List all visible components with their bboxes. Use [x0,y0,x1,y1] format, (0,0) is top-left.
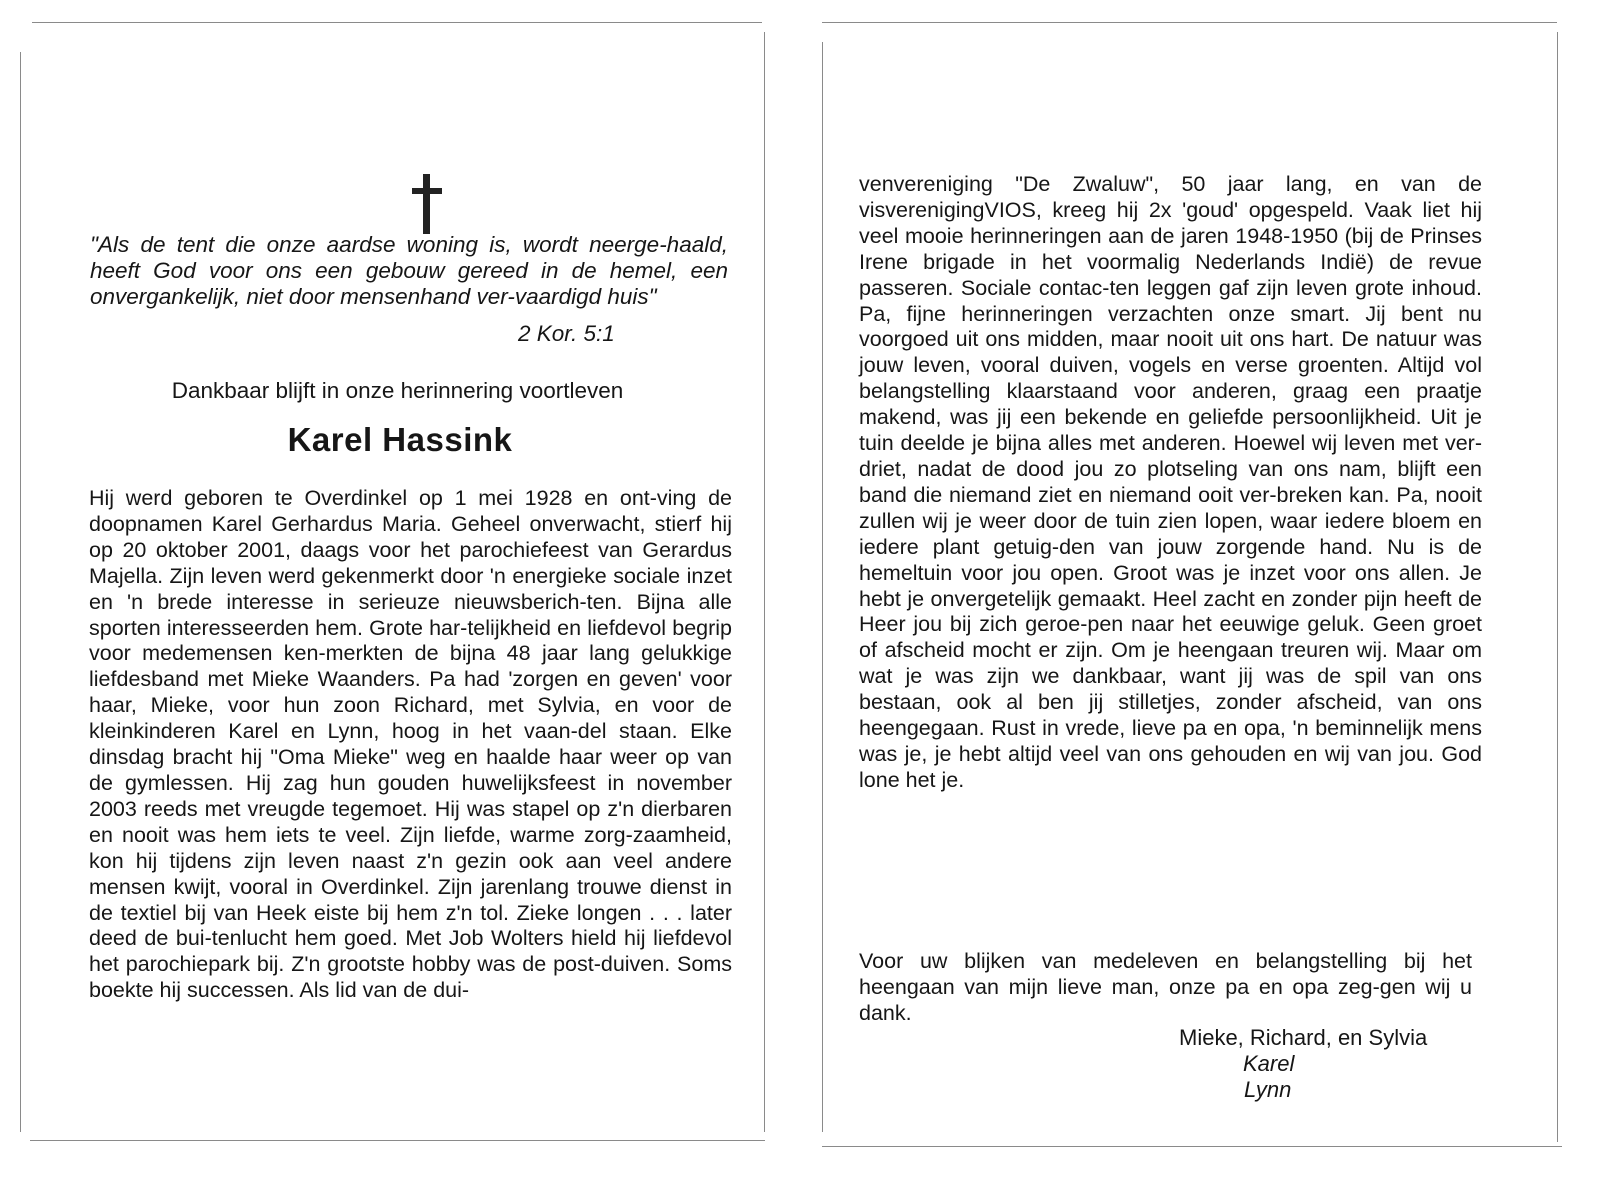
right-edge-line [764,32,765,1132]
left-edge-line [20,52,21,1132]
dedication-line: Dankbaar blijft in onze herinnering voortleven [171,378,624,403]
signature-lynn: Lynn [1244,1077,1292,1102]
signature-karel: Karel [1243,1051,1295,1076]
top-edge-line [32,22,762,23]
quote-reference: 2 Kor. 5:1 [518,321,615,346]
top-edge-line [822,22,1557,23]
bottom-edge-line [30,1140,765,1141]
cross-icon [412,174,442,234]
right-edge-line [1557,32,1558,1142]
signature-names: Mieke, Richard, en Sylvia [1179,1025,1428,1050]
bottom-edge-line [822,1146,1562,1147]
thanks-text: Voor uw blijken van medeleven en belangstelling bij het heengaan van mijn lieve man, onze pa en opa zeg-gen wij u dank. [859,949,1472,1025]
biography-continued-text: venvereniging "De Zwaluw", 50 jaar lang, en van de visverenigingVIOS, kreeg hij 2x 'goud' opgespeld. Vaak liet hij veel mooie herinneringen aan de jaren 1948-1950 (bij de Prinses Irene brigade in het voormalig Nederlands Indië) de revue passeren. Sociale contac-ten leggen gaf zijn leven grote inhoud. Pa, fijne herinneringen verzachten onze smart. Jij bent nu voorgoed uit ons midden, maar nooit uit ons hart. De natuur was jouw leven, vooral duiven, vogels en verse groenten. Altijd vol belangstelling klaarstaand voor anderen, graag een praatje makend, was jij een bekende en geliefde persoonlijkheid. Uit je tuin deelde je bijna alles met anderen. Hoewel wij leven met ver-driet, nadat de dood jou zo plotseling van ons nam, blijft een band die niemand ziet en niemand ooit ver-breken kan. Pa, nooit zullen wij je weer door de tuin zien lopen, waar iedere bloem en iedere plant getuig-den van jouw zorgende hand. Nu is de hemeltuin voor jou open. Groot was je inzet voor ons allen. Je hebt je onvergetelijk gemaakt. Heel zacht en zonder pijn heeft de Heer jou bij zich geroe-pen naar het eeuwige geluk. Geen groet of afscheid mocht er zijn. Om je heengaan treuren wij. Maar om wat je was zijn we dankbaar, want jij was de spil van ons bestaan, ook al ben jij stilletjes, zonder afscheid, van ons heengegaan. Rust in vrede, lieve pa en opa, 'n beminnelijk mens was je, je hebt altijd veel van ons gehouden en wij van jou. God lone het je. [859,172,1482,792]
left-edge-line [822,42,823,1132]
right-page [822,22,1577,1170]
bible-quote: "Als de tent die onze aardse woning is, wordt neerge-haald, heeft God voor ons een gebouw gereed in de hemel, een onvergankelijk, niet door mensenhand ver-vaardigd huis" [90,232,728,309]
left-page [20,22,775,1170]
biography-text: Hij werd geboren te Overdinkel op 1 mei 1928 en ont-ving de doopnamen Karel Gerhardus Maria. Geheel onverwacht, stierf hij op 20 oktober 2001, daags voor het parochiefeest van Gerardus Majella. Zijn leven werd gekenmerkt door 'n energieke sociale inzet en 'n brede interesse in serieuze nieuwsberich-ten. Bijna alle sporten interesseerden hem. Grote har-telijkheid en liefdevol begrip voor medemensen ken-merkten de bijna 48 jaar lang gelukkige liefdesband met Mieke Waanders. Pa had 'zorgen en geven' voor haar, Mieke, voor hun zoon Richard, met Sylvia, en voor de kleinkinderen Karel en Lynn, hoog in het vaan-del staan. Elke dinsdag bracht hij "Oma Mieke" weg en haalde haar weer op van de gymlessen. Hij zag hun gouden huwelijksfeest in november 2003 reeds met vreugde tegemoet. Hij was stapel op z'n dierbaren en nooit was hem iets te veel. Zijn liefde, warme zorg-zaamheid, kon hij tijdens zijn leven naast z'n gezin ook aan veel andere mensen kwijt, vooral in Overdinkel. Zijn jarenlang trouwe dienst in de textiel bij van Heek eiste bij hem z'n tol. Zieke longen . . . later deed de bui-tenlucht hem goed. Met Job Wolters hield hij liefdevol het parochiepark bij. Z'n grootste hobby was de post-duiven. Soms boekte hij successen. Als lid van de dui- [89,486,732,1003]
deceased-name: Karel Hassink [287,421,513,458]
